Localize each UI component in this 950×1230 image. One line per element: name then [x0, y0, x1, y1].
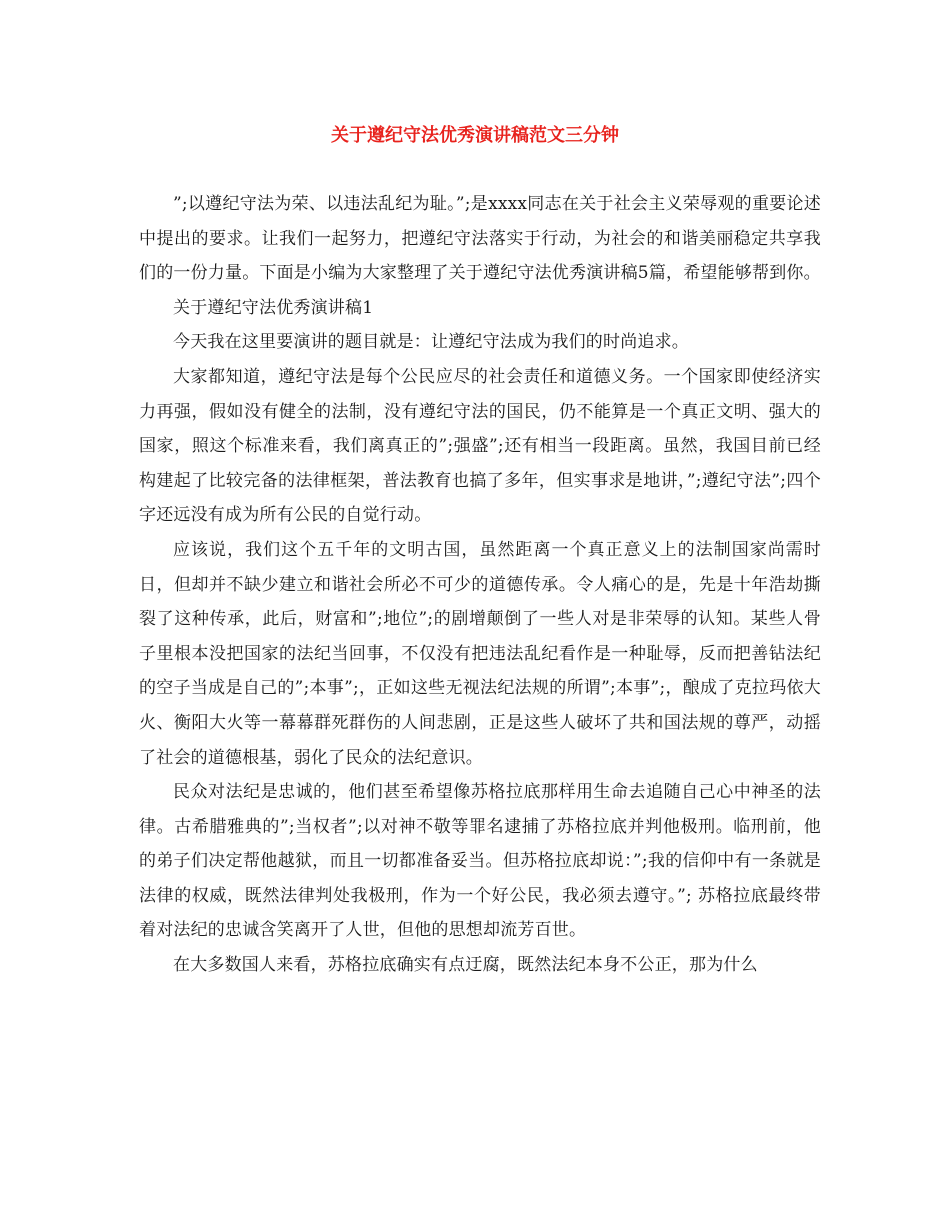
- document-title: 关于遵纪守法优秀演讲稿范文三分钟: [331, 125, 619, 146]
- paragraph-intro: ”;以遵纪守法为荣、以违法乱纪为耻。”;是xxxx同志在关于社会主义荣辱观的重要论述中提出的要求。让我们一起努力，把遵纪守法落实于行动，为社会的和谐美丽稳定共享我们的一份力量。下面是小编为大家整理了关于遵纪守法优秀演讲稿5篇，希望能够帮到你。: [139, 194, 821, 284]
- paragraph-civic-duty: 大家都知道，遵纪守法是每个公民应尽的社会责任和道德义务。一个国家即使经济实力再强，假如没有健全的法制，没有遵纪守法的国民，仍不能算是一个真正文明、强大的国家，照这个标准来看，我们离真正的”;强盛”;还有相当一段距离。虽然，我国目前已经构建起了比较完备的法律框架，普法教育也搞了多年，但实事求是地讲，”;遵纪守法”;四个字还远没有成为所有公民的自觉行动。: [139, 366, 821, 526]
- document-body: [139, 187, 821, 983]
- paragraph-socrates: 民众对法纪是忠诚的，他们甚至希望像苏格拉底那样用生命去追随自己心中神圣的法律。古希腊雅典的”;当权者”;以对神不敬等罪名逮捕了苏格拉底并判他极刑。临刑前，他的弟子们决定帮他越狱，而且一切都准备妥当。但苏格拉底却说：”;我的信仰中有一条就是法律的权威，既然法律判处我极刑，作为一个好公民，我必须去遵守。”; 苏格拉底最终带着对法纪的忠诚含笑离开了人世，但他的思想却流芳百世。: [139, 782, 821, 941]
- paragraph-moral-heritage: 应该说，我们这个五千年的文明古国，虽然距离一个真正意义上的法制国家尚需时日，但却并不缺少建立和谐社会所必不可少的道德传承。令人痛心的是，先是十年浩劫撕裂了这种传承，此后，财富和”;地位”;的剧增颠倒了一些人对是非荣辱的认知。某些人骨子里根本没把国家的法纪当回事，不仅没有把违法乱纪看作是一种耻辱，反而把善钻法纪的空子当成是自己的”;本事”;，正如这些无视法纪法规的所谓”;本事”;，酿成了克拉玛依大火、衡阳大火等一幕幕群死群伤的人间悲剧，正是这些人破坏了共和国法规的尊严，动摇了社会的道德根基，弱化了民众的法纪意识。: [139, 539, 821, 768]
- paragraph-topic: 今天我在这里要演讲的题目就是：让遵纪守法成为我们的时尚追求。: [173, 332, 689, 353]
- section-heading: 关于遵纪守法优秀演讲稿1: [173, 297, 374, 318]
- paragraph-closing: 在大多数国人来看，苏格拉底确实有点迂腐，既然法纪本身不公正，那为什么: [173, 955, 758, 976]
